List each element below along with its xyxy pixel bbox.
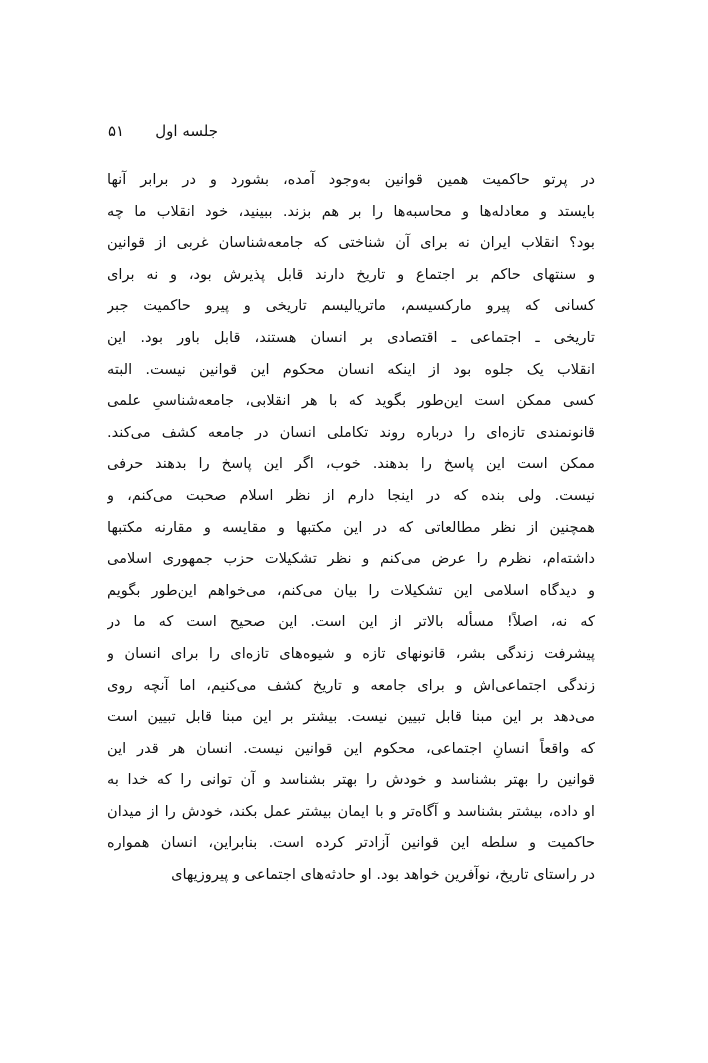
text-line: نیست. ولی بنده که در اینجا دارم از نظر اسلام صحبت می‌کنم، و — [107, 486, 595, 504]
text-line: کسی ممکن است این‌طور بگوید که با هر انقلابی، جامعه‌شناسیِ علمی — [107, 392, 595, 410]
text-line: بایستد و معادله‌ها و محاسبه‌ها را بر هم بزند. ببینید، خود انقلاب ما چه — [107, 202, 595, 220]
body-text — [107, 164, 595, 891]
text-line: که نه، اصلاً! مسأله بالاتر از این است. این صحیح است که ما در — [107, 613, 595, 631]
text-line: داشته‌ام، نظرم را عرض می‌کنم و نظر تشکیلات حزب جمهوری اسلامی — [107, 550, 595, 568]
text-line: که واقعاً انسانِ اجتماعی، محکوم این قوانین نیست. انسان هر قدر این — [107, 739, 595, 757]
text-line: می‌دهد بر این مبنا قابل تبیین نیست. بیشتر بر این مبنا قابل تبیین است — [107, 708, 595, 726]
text-line: قوانین را بهتر بشناسد و خودش را بهتر بشناسد و آن توانی را که خدا به — [107, 771, 595, 789]
text-line: در پرتو حاکمیت همین قوانین به‌وجود آمده، بشورد و در برابر آنها — [107, 171, 595, 188]
text-line: و سنتهای حاکم بر اجتماع و تاریخ دارند قابل پذیرش بود، و نه برای — [107, 265, 595, 283]
text-line: پیشرفت زندگی بشر، قانونهای تازه و شیوه‌های تازه‌ای را برای انسان و — [107, 644, 595, 662]
text-line: بود؟ انقلاب ایران نه برای آن شناختی که جامعه‌شناسان غربی از قوانین — [107, 234, 595, 252]
text-line: تاریخی ـ اجتماعی ـ اقتصادی بر انسان هستند، قابل باور بود. این — [107, 328, 595, 346]
text-line: حاکمیت و سلطه این قوانین آزادتر کرده است. بنابراین، انسان همواره — [107, 834, 595, 852]
text-line: زندگی اجتماعی‌اش و برای جامعه و تاریخ کشف می‌کنیم، اما آنچه روی — [107, 676, 595, 694]
text-line: کسانی که پیرو مارکسیسم، ماتریالیسم تاریخی و پیرو حاکمیت جبر — [107, 297, 595, 315]
text-line: او داده، بیشتر بشناسد و آگاه‌تر و با ایمان بیشتر عمل بکند، خودش را از میدان — [107, 802, 595, 820]
page-number: ۵۱ — [108, 122, 125, 140]
text-line: قانونمندی تازه‌ای را درباره روند تکاملی انسان در جامعه کشف می‌کند. — [107, 423, 595, 441]
running-header — [108, 118, 218, 144]
text-line: همچنین از نظر مطالعاتی که در این مکتبها و مقایسه و مقارنه مکتبها — [107, 518, 595, 536]
text-line: و دیدگاه اسلامی این تشکیلات را بیان می‌کنم، می‌خواهم این‌طور بگویم — [107, 581, 595, 599]
text-line: ممکن است این پاسخ را بدهند. خوب، اگر این پاسخ را بدهند حرفی — [107, 455, 595, 473]
text-line: انقلاب یک جلوه بود از اینکه انسان محکوم این قوانین نیست. البته — [107, 360, 595, 378]
chapter-title: جلسه اول — [155, 122, 218, 140]
text-line: در راستای تاریخ، نوآفرین خواهد بود. او حادثه‌های اجتماعی و پیروزیهای — [171, 866, 595, 884]
